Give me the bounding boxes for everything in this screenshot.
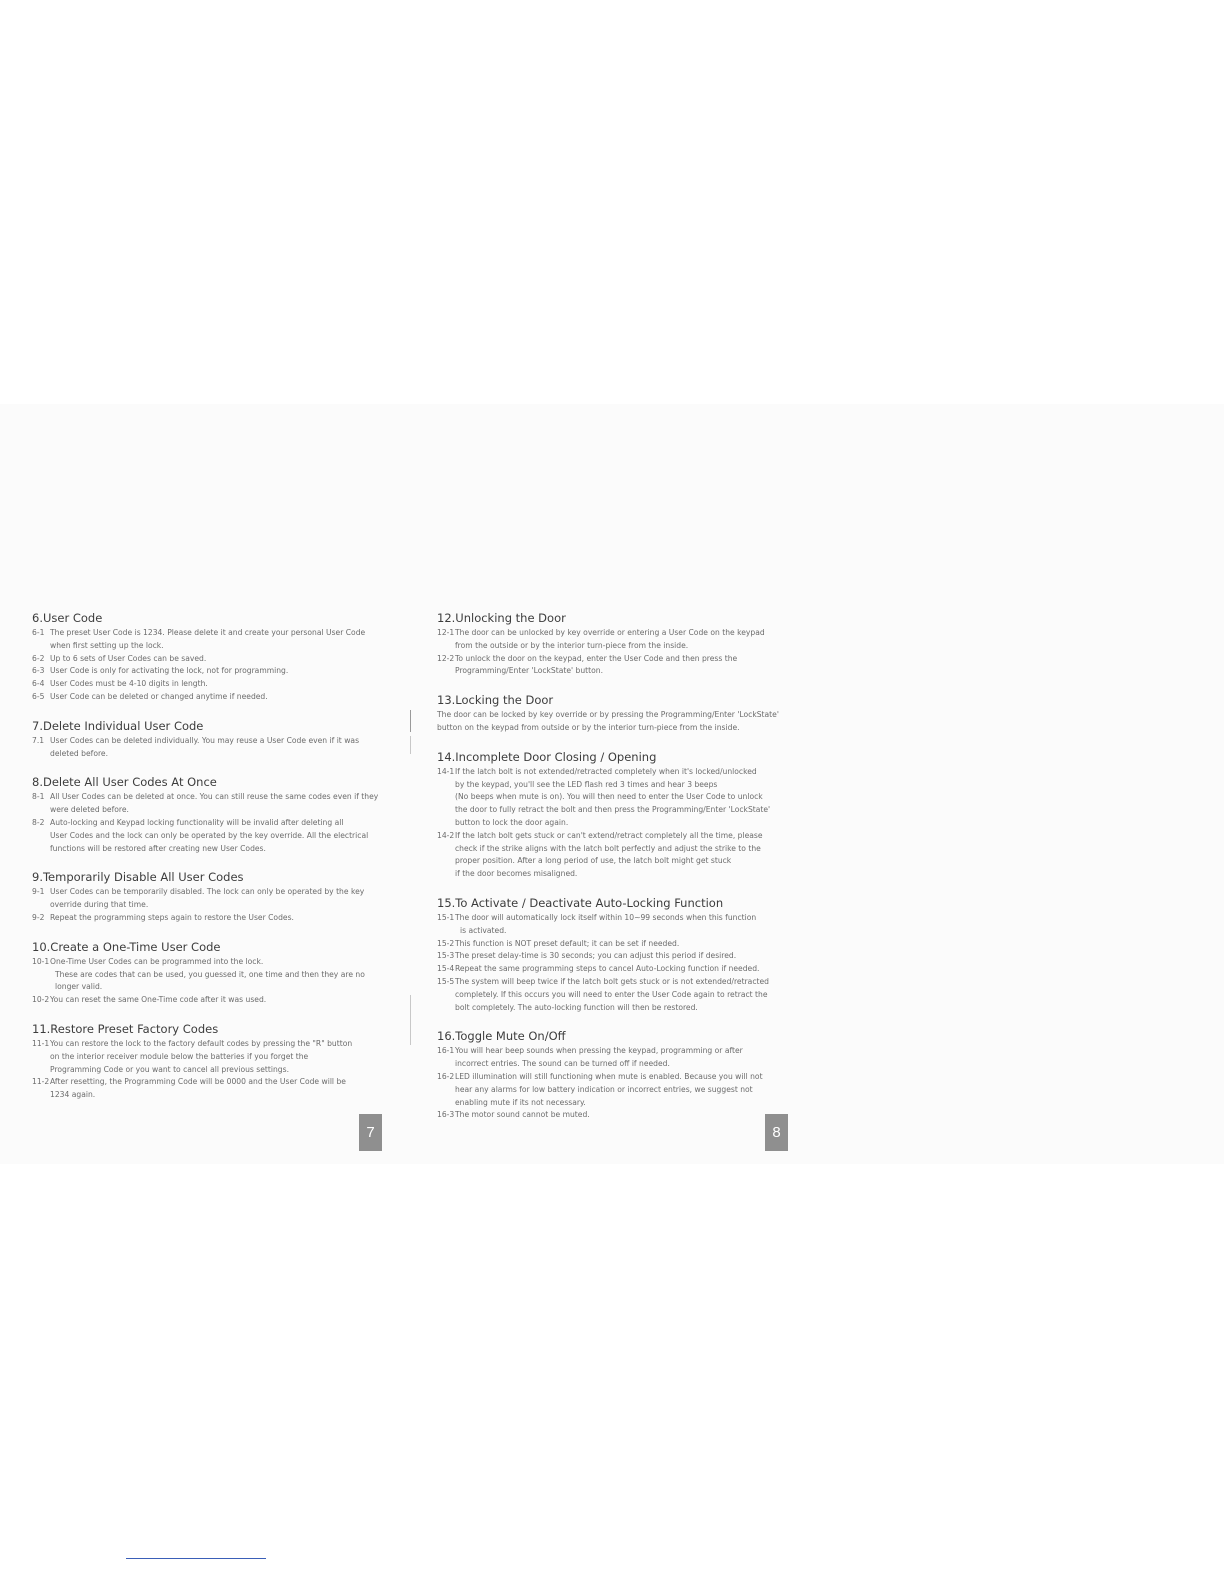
item-number: 12-2: [437, 653, 455, 663]
numbered-item: [32, 691, 410, 704]
item-continuation: bolt completely. The auto-locking function will then be restored.: [455, 1002, 698, 1012]
item-text: The system will beep twice if the latch bolt gets stuck or is not extended/retracted: [455, 976, 769, 986]
item-continuation: Programming/Enter 'LockState' button.: [455, 666, 603, 676]
item-text: Up to 6 sets of User Codes can be saved.: [50, 653, 207, 663]
item-text: The door can be unlocked by key override or entering a User Code on the keypad: [455, 628, 765, 637]
item-continuation: deleted before.: [50, 748, 109, 758]
item-continuation: enabling mute if its not necessary.: [455, 1097, 586, 1107]
item-number: 16-1: [437, 1046, 455, 1056]
item-continuation: were deleted before.: [50, 805, 129, 815]
section-heading: 15.To Activate / Deactivate Auto-Locking Function: [437, 895, 724, 910]
item-text: You can restore the lock to the factory default codes by pressing the "R" button: [50, 1038, 353, 1048]
item-number: 15-4: [437, 964, 455, 974]
section-spacer: [32, 925, 410, 940]
item-number: 12-1: [437, 628, 455, 637]
item-number: 6-1: [32, 628, 45, 637]
item-text: The motor sound cannot be muted.: [455, 1110, 590, 1120]
section-heading: 7.Delete Individual User Code: [32, 718, 204, 733]
item-continuation: User Codes and the lock can only be operated by the key override. All the electrical: [50, 830, 369, 840]
numbered-item: [437, 830, 812, 843]
section-spacer: [32, 760, 410, 775]
blue-underline-mark: [126, 1558, 266, 1559]
section-spacer: [437, 735, 812, 750]
section-heading: 14.Incomplete Door Closing / Opening: [437, 749, 657, 764]
numbered-item: [32, 1076, 410, 1089]
paragraph-line: button on the keypad from outside or by the interior turn-piece from the inside.: [437, 722, 740, 732]
item-text: If the latch bolt gets stuck or can't extend/retract completely all the time, please: [455, 830, 763, 840]
section-heading: 9.Temporarily Disable All User Codes: [32, 870, 244, 885]
item-text: If the latch bolt is not extended/retracted completely when it's locked/unlocked: [455, 766, 757, 776]
page-number-label: 7: [366, 1124, 375, 1141]
section-spacer: [32, 855, 410, 870]
section-spacer: [32, 704, 410, 719]
item-number: 6-2: [32, 653, 45, 663]
item-continuation: functions will be restored after creating new User Codes.: [50, 843, 266, 853]
manual-section: [32, 940, 410, 1007]
item-continuation: from the outside or by the interior turn-piece from the inside.: [455, 640, 689, 650]
item-number: 11-2: [32, 1077, 50, 1087]
numbered-item: [32, 956, 410, 969]
item-continuation: by the keypad, you'll see the LED flash red 3 times and hear 3 beeps: [455, 779, 718, 789]
item-text: The preset delay-time is 30 seconds; you can adjust this period if desired.: [455, 951, 737, 961]
numbered-item: [32, 653, 410, 666]
numbered-item: [437, 1071, 812, 1084]
section-spacer: [437, 1014, 812, 1029]
numbered-item: [437, 1045, 812, 1058]
item-continuation: (No beeps when mute is on). You will then need to enter the User Code to unlock: [455, 792, 763, 802]
item-number: 7.1: [32, 735, 45, 745]
item-continuation: completely. If this occurs you will need to enter the User Code again to retract the: [455, 989, 768, 999]
item-text: One-Time User Codes can be programmed into the lock.: [50, 956, 264, 966]
item-number: 14-2: [437, 830, 455, 840]
paragraph-line: The door can be locked by key override or by pressing the Programming/Enter 'LockState': [437, 710, 779, 720]
page-number-7: [359, 1114, 382, 1151]
numbered-item: [437, 653, 812, 666]
item-number: 15-1: [437, 912, 455, 922]
section-heading: 6.User Code: [32, 611, 103, 625]
numbered-item: [32, 791, 410, 804]
numbered-item: [437, 627, 812, 640]
numbered-item: [437, 976, 812, 989]
manual-section: [32, 775, 410, 855]
item-continuation: the door to fully retract the bolt and then press the Programming/Enter 'LockState': [455, 805, 771, 815]
item-continuation: on the interior receiver module below the batteries if you forget the: [50, 1051, 309, 1061]
item-continuation: override during that time.: [50, 900, 149, 910]
manual-section: [437, 896, 812, 1014]
item-text: The door will automatically lock itself within 10~99 seconds when this function: [455, 912, 757, 922]
page-number-label: 8: [772, 1124, 781, 1141]
numbered-item: [32, 817, 410, 830]
item-text: Repeat the same programming steps to cancel Auto-Locking function if needed.: [455, 964, 760, 974]
item-number: 8-1: [32, 792, 45, 802]
fold-mark: [410, 710, 411, 732]
item-text: User Codes can be deleted individually. You may reuse a User Code even if it was: [50, 735, 360, 745]
item-continuation: longer valid.: [55, 982, 103, 992]
manual-section: [437, 750, 812, 881]
item-number: 15-3: [437, 951, 455, 961]
item-continuation: proper position. After a long period of use, the latch bolt might get stuck: [455, 856, 732, 866]
manual-section: [437, 693, 812, 735]
section-heading: 8.Delete All User Codes At Once: [32, 775, 217, 790]
item-text: After resetting, the Programming Code will be 0000 and the User Code will be: [50, 1077, 346, 1087]
item-text: User Codes must be 4-10 digits in length.: [50, 679, 208, 689]
item-continuation: check if the strike aligns with the latch bolt perfectly and adjust the strike to the: [455, 843, 761, 853]
item-number: 10-1: [32, 956, 50, 966]
item-number: 15-5: [437, 976, 455, 986]
item-text: You will hear beep sounds when pressing the keypad, programming or after: [455, 1046, 743, 1056]
numbered-item: [32, 665, 410, 678]
section-spacer: [437, 678, 812, 693]
numbered-item: [437, 938, 812, 951]
item-text: User Code can be deleted or changed anytime if needed.: [50, 691, 268, 701]
item-number: 15-2: [437, 938, 455, 948]
section-heading: 10.Create a One-Time User Code: [32, 939, 221, 954]
item-number: 16-3: [437, 1110, 455, 1120]
item-text: All User Codes can be deleted at once. You can still reuse the same codes even if they: [50, 792, 379, 802]
item-text: Repeat the programming steps again to restore the User Codes.: [50, 912, 294, 922]
item-number: 9-1: [32, 887, 45, 897]
numbered-item: [437, 912, 812, 925]
item-number: 6-3: [32, 666, 45, 676]
item-continuation: if the door becomes misaligned.: [455, 869, 578, 879]
item-continuation: when first setting up the lock.: [50, 640, 164, 650]
numbered-item: [32, 735, 410, 748]
manual-section: [32, 870, 410, 924]
item-number: 11-1: [32, 1038, 50, 1048]
page-number-8: [765, 1114, 788, 1151]
numbered-item: [32, 912, 410, 925]
section-heading: 13.Locking the Door: [437, 693, 554, 708]
item-continuation: button to lock the door again.: [455, 817, 569, 827]
item-text: This function is NOT preset default; it can be set if needed.: [455, 938, 680, 948]
section-spacer: [437, 881, 812, 896]
item-continuation: 1234 again.: [50, 1090, 96, 1100]
item-continuation: is activated.: [460, 925, 507, 935]
item-text: You can reset the same One-Time code after it was used.: [50, 995, 267, 1005]
item-continuation: These are codes that can be used, you guessed it, one time and then they are no: [55, 969, 365, 979]
item-continuation: incorrect entries. The sound can be turned off if needed.: [455, 1059, 670, 1069]
item-number: 16-2: [437, 1071, 455, 1081]
item-text: To unlock the door on the keypad, enter the User Code and then press the: [455, 653, 738, 663]
item-text: User Code is only for activating the lock, not for programming.: [50, 666, 289, 676]
numbered-item: [437, 950, 812, 963]
section-heading: 12.Unlocking the Door: [437, 611, 566, 625]
section-heading: 16.Toggle Mute On/Off: [437, 1029, 566, 1044]
fold-mark: [410, 736, 411, 754]
numbered-item: [437, 766, 812, 779]
numbered-item: [32, 678, 410, 691]
item-text: LED illumination will still functioning when mute is enabled. Because you will not: [455, 1071, 763, 1081]
item-number: 9-2: [32, 912, 45, 922]
item-text: Auto-locking and Keypad locking functionality will be invalid after deleting all: [50, 817, 344, 827]
manual-section: [32, 611, 410, 704]
section-heading: 11.Restore Preset Factory Codes: [32, 1021, 219, 1036]
item-text: The preset User Code is 1234. Please delete it and create your personal User Code: [50, 628, 366, 637]
numbered-item: [32, 886, 410, 899]
item-number: 14-1: [437, 766, 455, 776]
right-page-column: [437, 611, 812, 1122]
item-text: User Codes can be temporarily disabled. The lock can only be operated by the key: [50, 887, 365, 897]
numbered-item: [32, 1038, 410, 1051]
fold-mark: [410, 995, 411, 1045]
numbered-item: [437, 1109, 812, 1122]
numbered-item: [32, 994, 410, 1007]
numbered-item: [437, 963, 812, 976]
item-continuation: hear any alarms for low battery indication or incorrect entries, we suggest not: [455, 1084, 753, 1094]
item-number: 6-4: [32, 679, 45, 689]
item-number: 6-5: [32, 691, 45, 701]
manual-section: [32, 1022, 410, 1102]
manual-section: [437, 1029, 812, 1122]
item-number: 8-2: [32, 817, 45, 827]
manual-section: [437, 611, 812, 678]
item-continuation: Programming Code or you want to cancel all previous settings.: [50, 1064, 289, 1074]
manual-section: [32, 719, 410, 761]
numbered-item: [32, 627, 410, 640]
item-number: 10-2: [32, 995, 50, 1005]
left-page-column: [32, 611, 410, 1102]
section-spacer: [32, 1007, 410, 1022]
